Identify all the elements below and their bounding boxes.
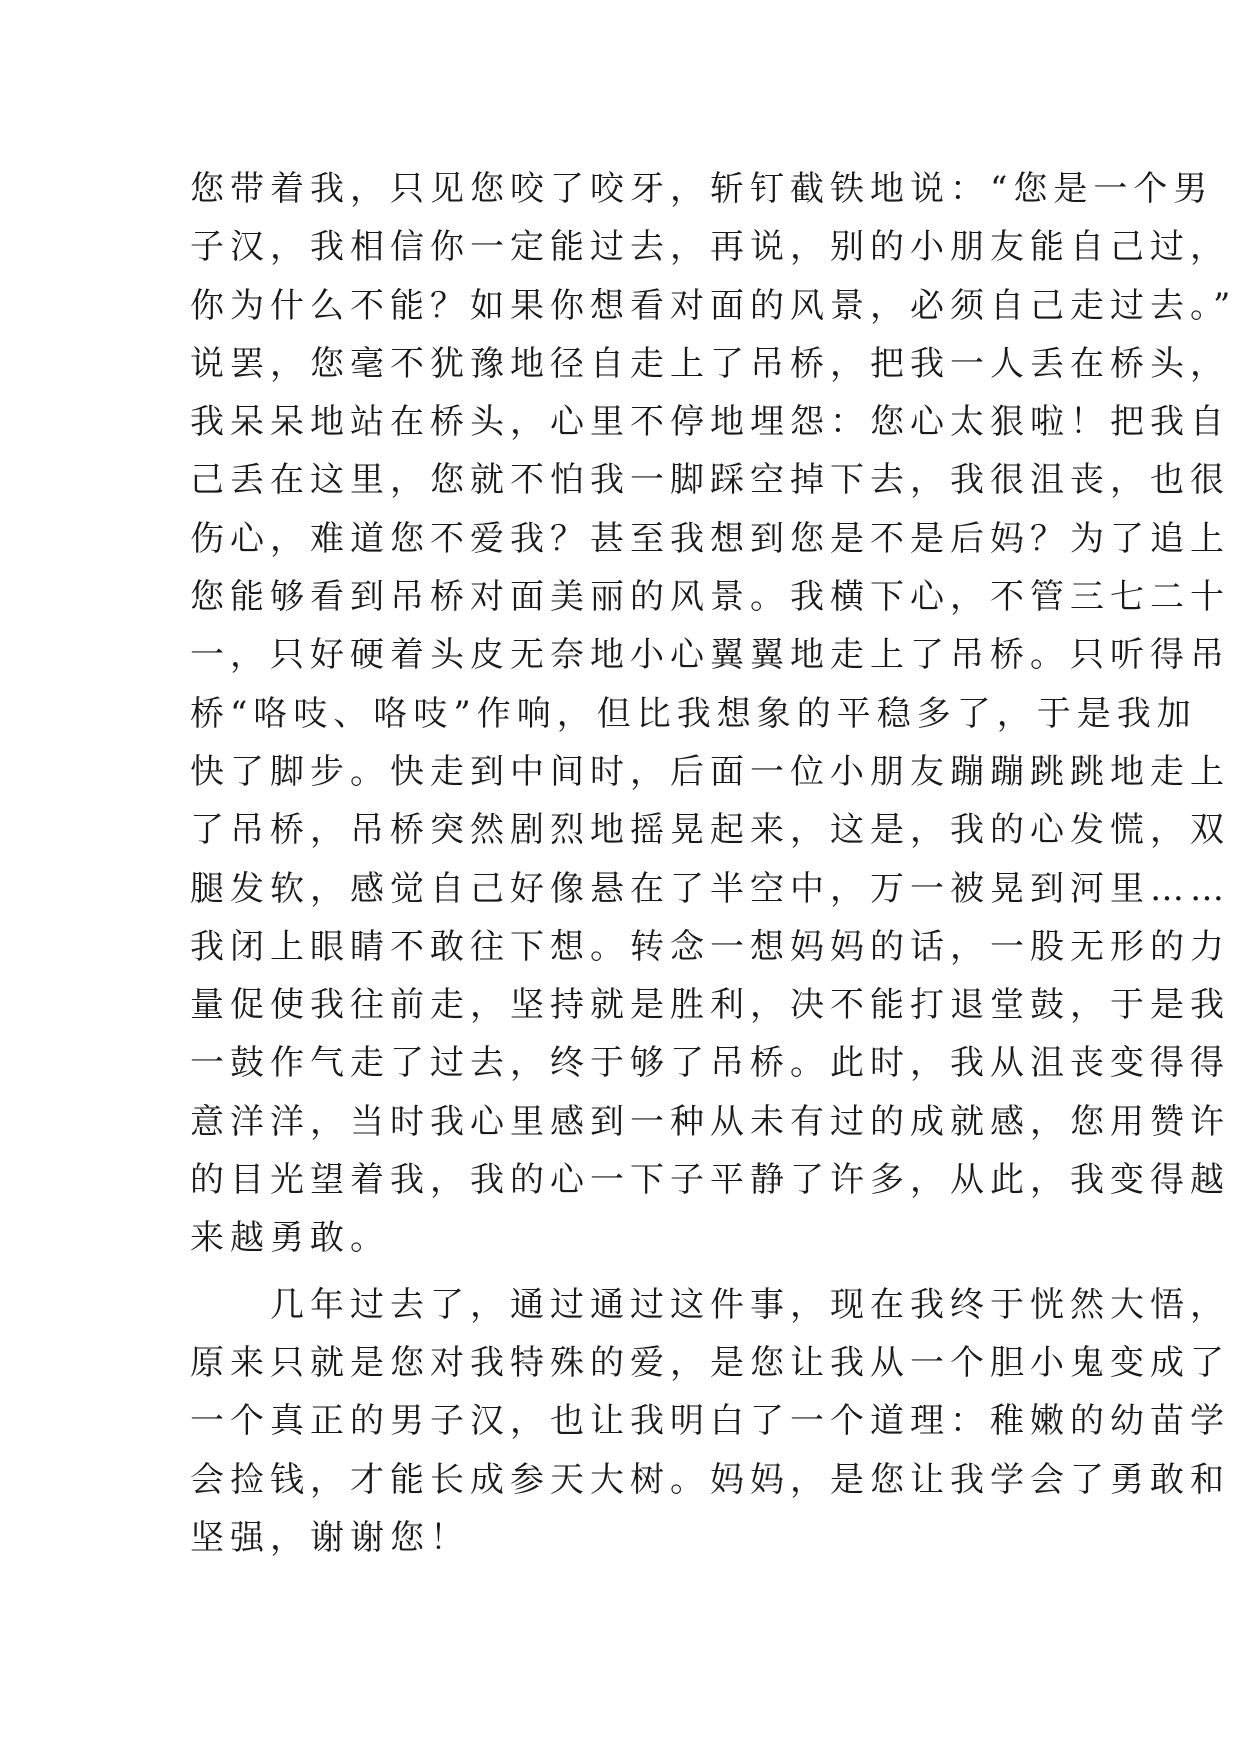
text-line: 快了脚步。快走到中间时，后面一位小朋友蹦蹦跳跳地走上 <box>190 751 1230 792</box>
paragraph-gap <box>190 1268 1050 1276</box>
text-line: 您带着我，只见您咬了咬牙，斩钉截铁地说：“您是一个男 <box>190 169 1214 209</box>
text-line: 子汉，我相信你一定能过去，再说，别的小朋友能自己过， <box>190 227 1230 268</box>
paragraph-2 <box>190 1276 1230 1567</box>
document-body <box>190 160 1237 1567</box>
text-line: 腿发软，感觉自己好像悬在了半空中，万一被晃到河里…… <box>190 868 1230 909</box>
text-line: 一，只好硬着头皮无奈地小心翼翼地走上了吊桥。只听得吊 <box>190 635 1230 676</box>
text-line: 坚强，谢谢您！ <box>190 1517 470 1558</box>
text-line: 伤心，难道您不爱我？甚至我想到您是不是后妈？为了追上 <box>190 518 1230 559</box>
text-line: 了吊桥，吊桥突然剧烈地摇晃起来，这是，我的心发慌，双 <box>190 810 1230 851</box>
text-line: 会捡钱，才能长成参天大树。妈妈，是您让我学会了勇敢和 <box>190 1459 1230 1500</box>
text-line: 我呆呆地站在桥头，心里不停地埋怨：您心太狠啦！把我自 <box>190 402 1230 443</box>
text-line: 来越勇敢。 <box>190 1218 390 1259</box>
text-line: 原来只就是您对我特殊的爱，是您让我从一个胆小鬼变成了 <box>190 1342 1230 1383</box>
text-line: 量促使我往前走，坚持就是胜利，决不能打退堂鼓，于是我 <box>190 985 1230 1026</box>
text-line: 几年过去了，通过通过这件事，现在我终于恍然大悟， <box>190 1284 1230 1325</box>
text-line: 己丢在这里，您就不怕我一脚踩空掉下去，我很沮丧，也很 <box>190 460 1230 501</box>
text-line: 的目光望着我，我的心一下子平静了许多，从此，我变得越 <box>190 1160 1230 1201</box>
text-line: 我闭上眼睛不敢往下想。转念一想妈妈的话，一股无形的力 <box>190 926 1230 967</box>
text-line: 桥“咯吱、咯吱”作响，但比我想象的平稳多了，于是我加 <box>190 693 1197 734</box>
text-line: 一鼓作气走了过去，终于够了吊桥。此时，我从沮丧变得得 <box>190 1043 1230 1084</box>
text-line: 说罢，您毫不犹豫地径自走上了吊桥，把我一人丢在桥头， <box>190 343 1230 384</box>
paragraph-1 <box>190 160 1237 1268</box>
text-line: 您能够看到吊桥对面美丽的风景。我横下心，不管三七二十 <box>190 577 1230 618</box>
text-line: 你为什么不能？如果你想看对面的风景，必须自己走过去。” <box>190 285 1237 326</box>
text-line: 一个真正的男子汉，也让我明白了一个道理：稚嫩的幼苗学 <box>190 1401 1230 1442</box>
text-line: 意洋洋，当时我心里感到一种从未有过的成就感，您用赞许 <box>190 1101 1230 1142</box>
